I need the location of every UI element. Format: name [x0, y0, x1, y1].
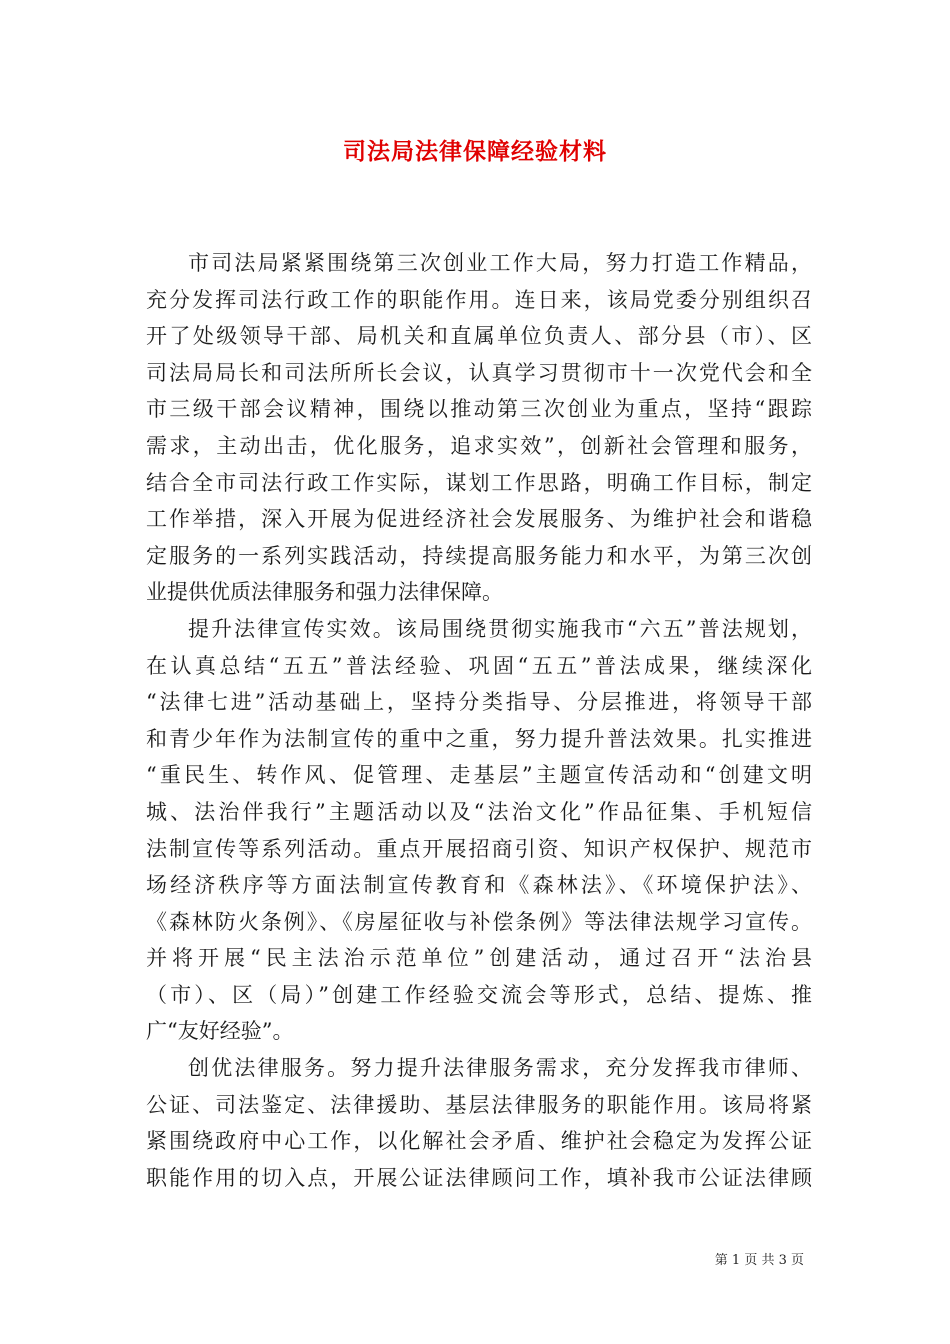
document-body — [146, 245, 812, 1196]
paragraph-line: “法律七进”活动基础上，坚持分类指导、分层推进，将领导干部 — [146, 690, 812, 715]
paragraph-line: 充分发挥司法行政工作的职能作用。连日来，该局党委分别组织召 — [146, 287, 812, 312]
paragraph-line: 公证、司法鉴定、法律援助、基层法律服务的职能作用。该局将紧 — [146, 1092, 812, 1117]
paragraph-line: 结合全市司法行政工作实际，谋划工作思路，明确工作目标，制定 — [146, 470, 812, 495]
document-title: 司法局法律保障经验材料 — [343, 138, 607, 165]
paragraph-line: 需求，主动出击，优化服务，追求实效”，创新社会管理和服务， — [146, 433, 812, 458]
paragraph-line: 司法局局长和司法所所长会议，认真学习贯彻市十一次党代会和全 — [146, 360, 812, 385]
paragraph-line: 《森林防火条例》、《房屋征收与补偿条例》等法律法规学习宣传。 — [146, 909, 812, 934]
paragraph-first-line: 市司法局紧紧围绕第三次创业工作大局，努力打造工作精品， — [188, 251, 812, 275]
paragraph-line: 广“友好经验”。 — [146, 1019, 294, 1044]
paragraph-line: （市）、区（局）”创建工作经验交流会等形式，总结、提炼、推 — [146, 982, 812, 1007]
paragraph-line: 和青少年作为法制宣传的重中之重，努力提升普法效果。扎实推进 — [146, 726, 812, 751]
paragraph-first-line: 提升法律宣传实效。该局围绕贯彻实施我市“六五”普法规划， — [188, 616, 812, 641]
paragraph-line: 开了处级领导干部、局机关和直属单位负责人、部分县（市）、区 — [146, 324, 812, 349]
page-footer: 第 1 页 共 3 页 — [714, 1253, 804, 1268]
paragraph-line: 定服务的一系列实践活动，持续提高服务能力和水平，为第三次创 — [146, 543, 812, 568]
paragraph-line: 场经济秩序等方面法制宣传教育和《森林法》、《环境保护法》、 — [146, 873, 812, 898]
paragraph-line: 紧围绕政府中心工作，以化解社会矛盾、维护社会稳定为发挥公证 — [146, 1129, 812, 1154]
paragraph-line: 工作举措，深入开展为促进经济社会发展服务、为维护社会和谐稳 — [146, 507, 812, 532]
paragraph-line: 职能作用的切入点，开展公证法律顾问工作，填补我市公证法律顾 — [146, 1165, 812, 1190]
paragraph-line: 在认真总结“五五”普法经验、巩固“五五”普法成果，继续深化 — [146, 653, 812, 678]
paragraph-line: 市三级干部会议精神，围绕以推动第三次创业为重点，坚持“跟踪 — [146, 397, 812, 422]
paragraph-line: 业提供优质法律服务和强力法律保障。 — [146, 580, 503, 605]
paragraph-line: 城、法治伴我行”主题活动以及“法治文化”作品征集、手机短信 — [146, 799, 812, 824]
paragraph-line: “重民生、转作风、促管理、走基层”主题宣传活动和“创建文明 — [146, 763, 812, 788]
paragraph-first-line: 创优法律服务。努力提升法律服务需求，充分发挥我市律师、 — [188, 1056, 812, 1081]
paragraph-line: 并将开展“民主法治示范单位”创建活动，通过召开“法治县 — [146, 946, 812, 971]
paragraph-line: 法制宣传等系列活动。重点开展招商引资、知识产权保护、规范市 — [146, 836, 812, 861]
